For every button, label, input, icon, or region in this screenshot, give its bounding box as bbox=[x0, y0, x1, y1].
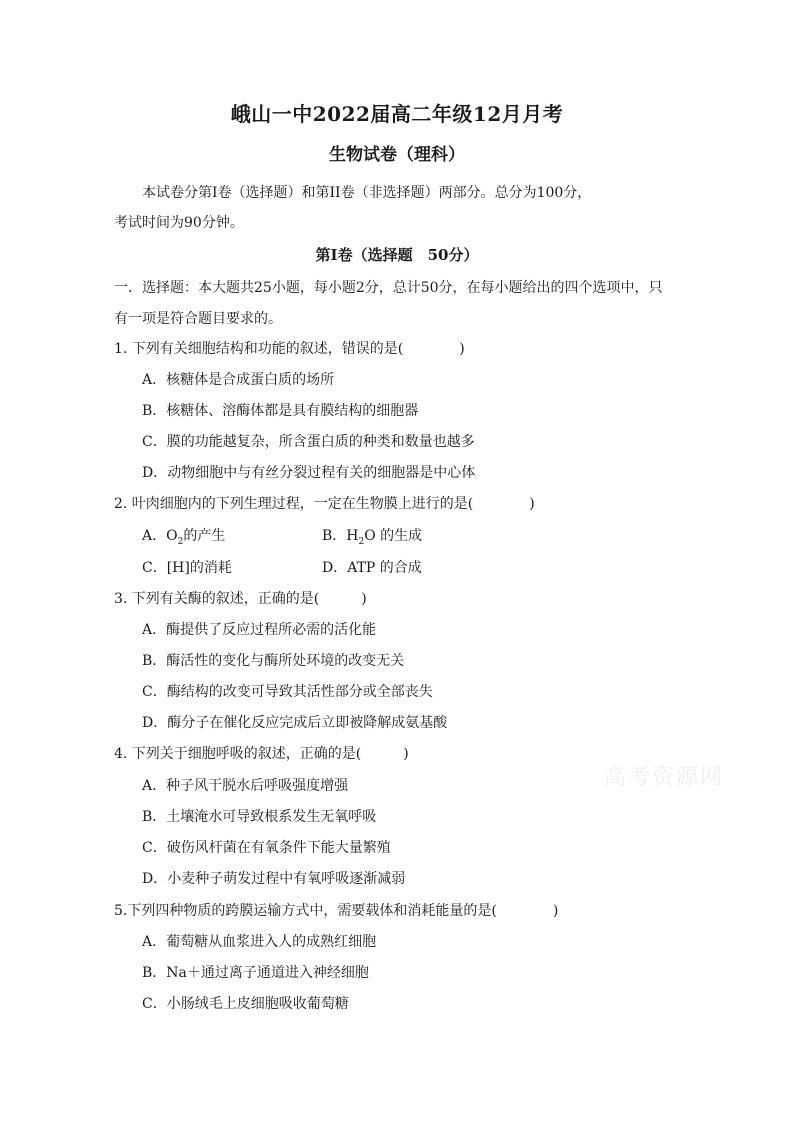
question-4-option-a: A．种子风干脱水后呼吸强度增强 bbox=[142, 778, 349, 794]
question-3-option-a: A．酶提供了反应过程所必需的活化能 bbox=[142, 622, 377, 638]
question-4-stem: 4. 下列关于细胞呼吸的叙述，正确的是( ) bbox=[114, 746, 409, 762]
question-3-stem: 3. 下列有关酶的叙述，正确的是( ) bbox=[114, 591, 367, 607]
question-2-option-a bbox=[142, 527, 225, 551]
option-b-prefix: B．H bbox=[322, 528, 359, 544]
question-5-option-c: C．小肠绒毛上皮细胞吸收葡萄糖 bbox=[142, 996, 349, 1012]
question-1-option-a: A．核糖体是合成蛋白质的场所 bbox=[142, 372, 335, 388]
question-1-option-d: D．动物细胞中与有丝分裂过程有关的细胞器是中心体 bbox=[142, 465, 476, 481]
page-title: 峨山一中2022届高二年级12月月考 bbox=[230, 102, 564, 126]
intro-line-2: 考试时间为90分钟。 bbox=[114, 215, 244, 231]
page-subtitle: 生物试卷（理科） bbox=[329, 145, 465, 165]
option-b-suffix: O 的生成 bbox=[364, 528, 423, 544]
question-2-stem: 2. 叶肉细胞内的下列生理过程，一定在生物膜上进行的是( ) bbox=[114, 496, 535, 512]
option-a-prefix: A．O bbox=[142, 528, 178, 544]
question-3-option-b: B．酶活性的变化与酶所处环境的改变无关 bbox=[142, 653, 405, 669]
question-5-option-b: B．Na＋通过离子通道进入神经细胞 bbox=[142, 965, 369, 981]
question-4-option-b: B．土壤淹水可导致根系发生无氧呼吸 bbox=[142, 809, 377, 825]
option-b-subscript: 2 bbox=[358, 536, 365, 547]
question-2-option-b bbox=[322, 527, 422, 551]
question-3-option-c: C．酶结构的改变可导致其活性部分或全部丧失 bbox=[142, 684, 433, 700]
question-4-option-d: D．小麦种子萌发过程中有氧呼吸逐渐减弱 bbox=[142, 871, 406, 887]
question-4-option-c: C．破伤风杆菌在有氧条件下能大量繁殖 bbox=[142, 840, 391, 856]
option-a-subscript: 2 bbox=[177, 536, 184, 547]
question-2-option-d: D．ATP 的合成 bbox=[322, 560, 422, 576]
question-2-option-c: C．[H]的消耗 bbox=[142, 560, 232, 576]
instruction-line-1: 一．选择题：本大题共25小题，每小题2分，总计50分，在每小题给出的四个选项中，只 bbox=[114, 280, 663, 296]
option-a-suffix: 的产生 bbox=[183, 528, 226, 544]
question-1-option-b: B．核糖体、溶酶体都是具有膜结构的细胞器 bbox=[142, 403, 419, 419]
question-5-option-a: A．葡萄糖从血浆进入人的成熟红细胞 bbox=[142, 934, 377, 950]
watermark: 高考资源网 bbox=[604, 765, 725, 790]
question-1-option-c: C．膜的功能越复杂，所含蛋白质的种类和数量也越多 bbox=[142, 434, 475, 450]
section-title: 第I卷（选择题 50分） bbox=[315, 246, 479, 264]
question-1-stem: 1. 下列有关细胞结构和功能的叙述，错误的是( ) bbox=[114, 341, 465, 357]
intro-line-1: 本试卷分第I卷（选择题）和第II卷（非选择题）两部分。总分为100分， bbox=[142, 185, 592, 201]
question-3-option-d: D．酶分子在催化反应完成后立即被降解成氨基酸 bbox=[142, 715, 448, 731]
instruction-line-2: 有一项是符合题目要求的。 bbox=[114, 311, 282, 327]
question-5-stem: 5.下列四种物质的跨膜运输方式中，需要载体和消耗能量的是( ) bbox=[114, 903, 559, 919]
